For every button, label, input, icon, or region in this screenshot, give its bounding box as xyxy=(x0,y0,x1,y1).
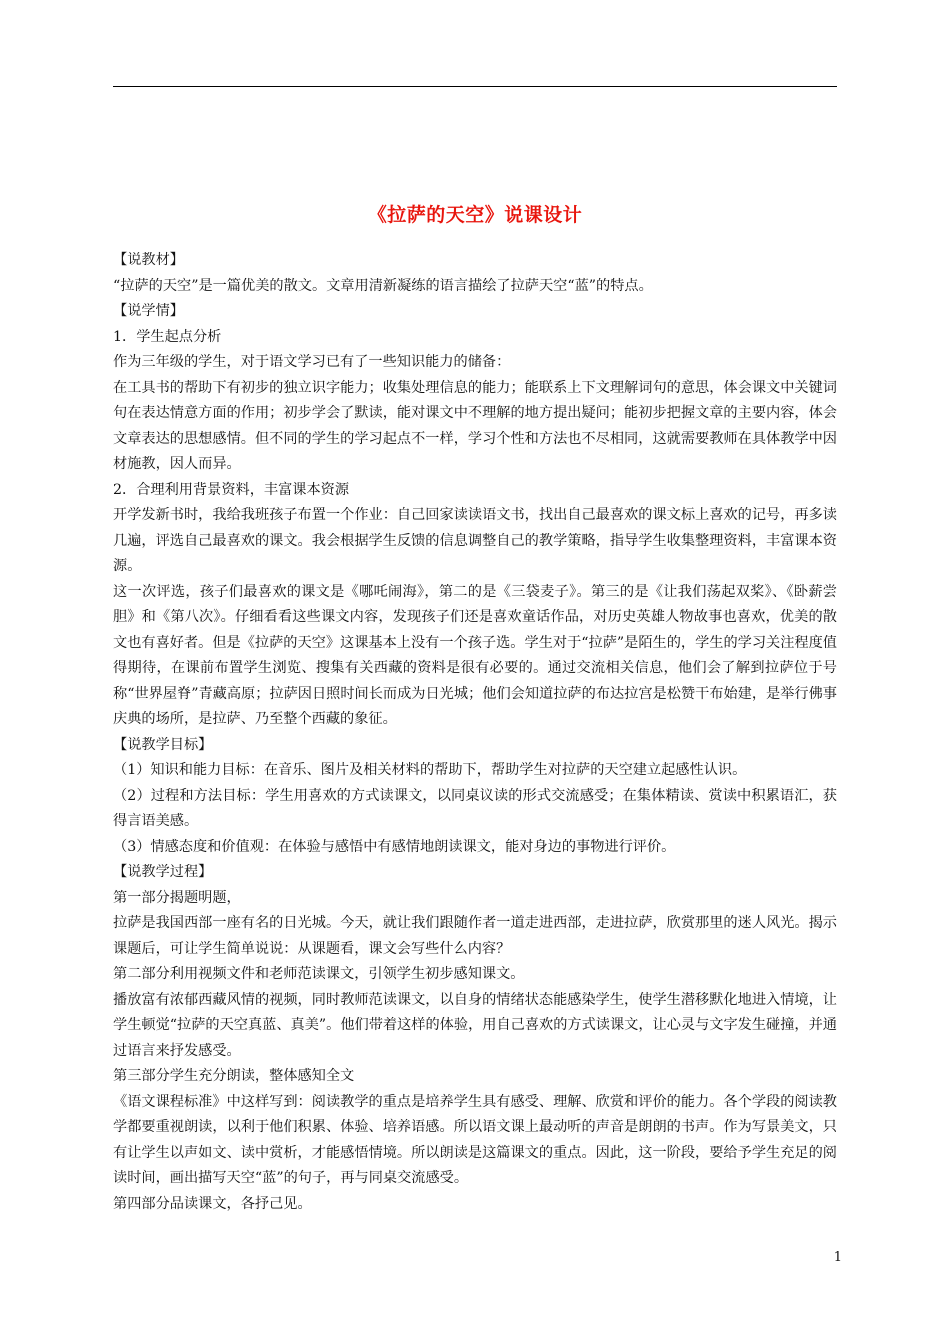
subheading: 第一部分揭题明题， xyxy=(113,889,241,906)
document-title: 《拉萨的天空》说课设计 xyxy=(367,204,583,226)
subheading: 第四部分品读课文，各抒己见。 xyxy=(113,1195,312,1212)
paragraph: 播放富有浓郁西藏风情的视频，同时教师范读课文，以自身的情绪状态能感染学生，使学生潜移默化地进入情境，让学生顿觉“拉萨的天空真蓝、真美”。他们带着这样的体验，用自己喜欢的方式读课文，让心灵与文字发生碰撞，并通过语言来抒发感受。 xyxy=(113,991,837,1059)
page-number: 1 xyxy=(833,1250,842,1265)
paragraph: “拉萨的天空”是一篇优美的散文。文章用清新凝练的语言描绘了拉萨天空“蓝”的特点。 xyxy=(113,277,653,294)
section-heading-material: 【说教材】 xyxy=(113,252,184,268)
subheading: 2．合理利用背景资料，丰富课本资源 xyxy=(113,481,350,498)
goal-item: （2）过程和方法目标：学生用喜欢的方式读课文，以同桌议读的形式交流感受；在集体精读、赏读中积累语汇，获得言语美感。 xyxy=(113,787,837,829)
section-heading-process: 【说教学过程】 xyxy=(113,864,213,880)
goal-item: （3）情感态度和价值观：在体验与感悟中有感情地朗读课文，能对身边的事物进行评价。 xyxy=(113,838,676,855)
paragraph: 在工具书的帮助下有初步的独立识字能力；收集处理信息的能力；能联系上下文理解词句的意思，体会课文中关键词句在表达情意方面的作用；初步学会了默读，能对课文中不理解的地方提出疑问；能初步把握文章的主要内容，体会文章表达的思想感情。但不同的学生的学习起点不一样，学习个性和方法也不尽相同，这就需要教师在具体教学中因材施教，因人而异。 xyxy=(113,379,837,472)
paragraph: 这一次评选，孩子们最喜欢的课文是《哪吒闹海》，第二的是《三袋麦子》。第三的是《让我们荡起双桨》、《卧薪尝胆》和《第八次》。仔细看看这些课文内容，发现孩子们还是喜欢童话作品，对历史英雄人物故事也喜欢，优美的散文也有喜好者。但是《拉萨的天空》这课基本上没有一个孩子选。学生对于“拉萨”是陌生的，学生的学习关注程度值得期待，在课前布置学生浏览、搜集有关西藏的资料是很有必要的。通过交流相关信息，他们会了解到拉萨位于号称“世界屋脊”青藏高原；拉萨因日照时间长而成为日光城；他们会知道拉萨的布达拉宫是松赞干布始建，是举行佛事庆典的场所，是拉萨、乃至整个西藏的象征。 xyxy=(113,583,837,727)
paragraph: 作为三年级的学生，对于语文学习已有了一些知识能力的储备： xyxy=(113,354,511,370)
subheading: 1．学生起点分析 xyxy=(113,328,222,345)
section-heading-goals: 【说教学目标】 xyxy=(113,736,213,753)
paragraph: 开学发新书时，我给我班孩子布置一个作业：自己回家读读语文书，找出自己最喜欢的课文标上喜欢的记号，再多读几遍，评选自己最喜欢的课文。我会根据学生反馈的信息调整自己的教学策略，指导学生收集整理资料，丰富课本资源。 xyxy=(113,507,837,574)
subheading: 第二部分利用视频文件和老师范读课文，引领学生初步感知课文。 xyxy=(113,966,525,982)
document-body xyxy=(113,248,837,1217)
paragraph: 拉萨是我国西部一座有名的日光城。今天，就让我们跟随作者一道走进西部，走进拉萨，欣赏那里的迷人风光。揭示课题后，可让学生简单说说：从课题看，课文会写些什么内容？ xyxy=(113,915,837,957)
subheading: 第三部分学生充分朗读，整体感知全文 xyxy=(113,1068,355,1084)
goal-item: （1）知识和能力目标：在音乐、图片及相关材料的帮助下，帮助学生对拉萨的天空建立起感性认识。 xyxy=(113,762,747,778)
section-heading-students: 【说学情】 xyxy=(113,303,184,319)
header-rule xyxy=(113,86,837,87)
paragraph: 《语文课程标准》中这样写到：阅读教学的重点是培养学生具有感受、理解、欣赏和评价的能力。各个学段的阅读教学都要重视朗读，以利于他们积累、体验、培养语感。所以语文课上最动听的声音是朗朗的书声。作为写景美文，只有让学生以声如文、读中赏析，才能感悟情境。所以朗读是这篇课文的重点。因此，这一阶段，要给予学生充足的阅读时间，画出描写天空“蓝”的句子，再与同桌交流感受。 xyxy=(113,1093,837,1186)
